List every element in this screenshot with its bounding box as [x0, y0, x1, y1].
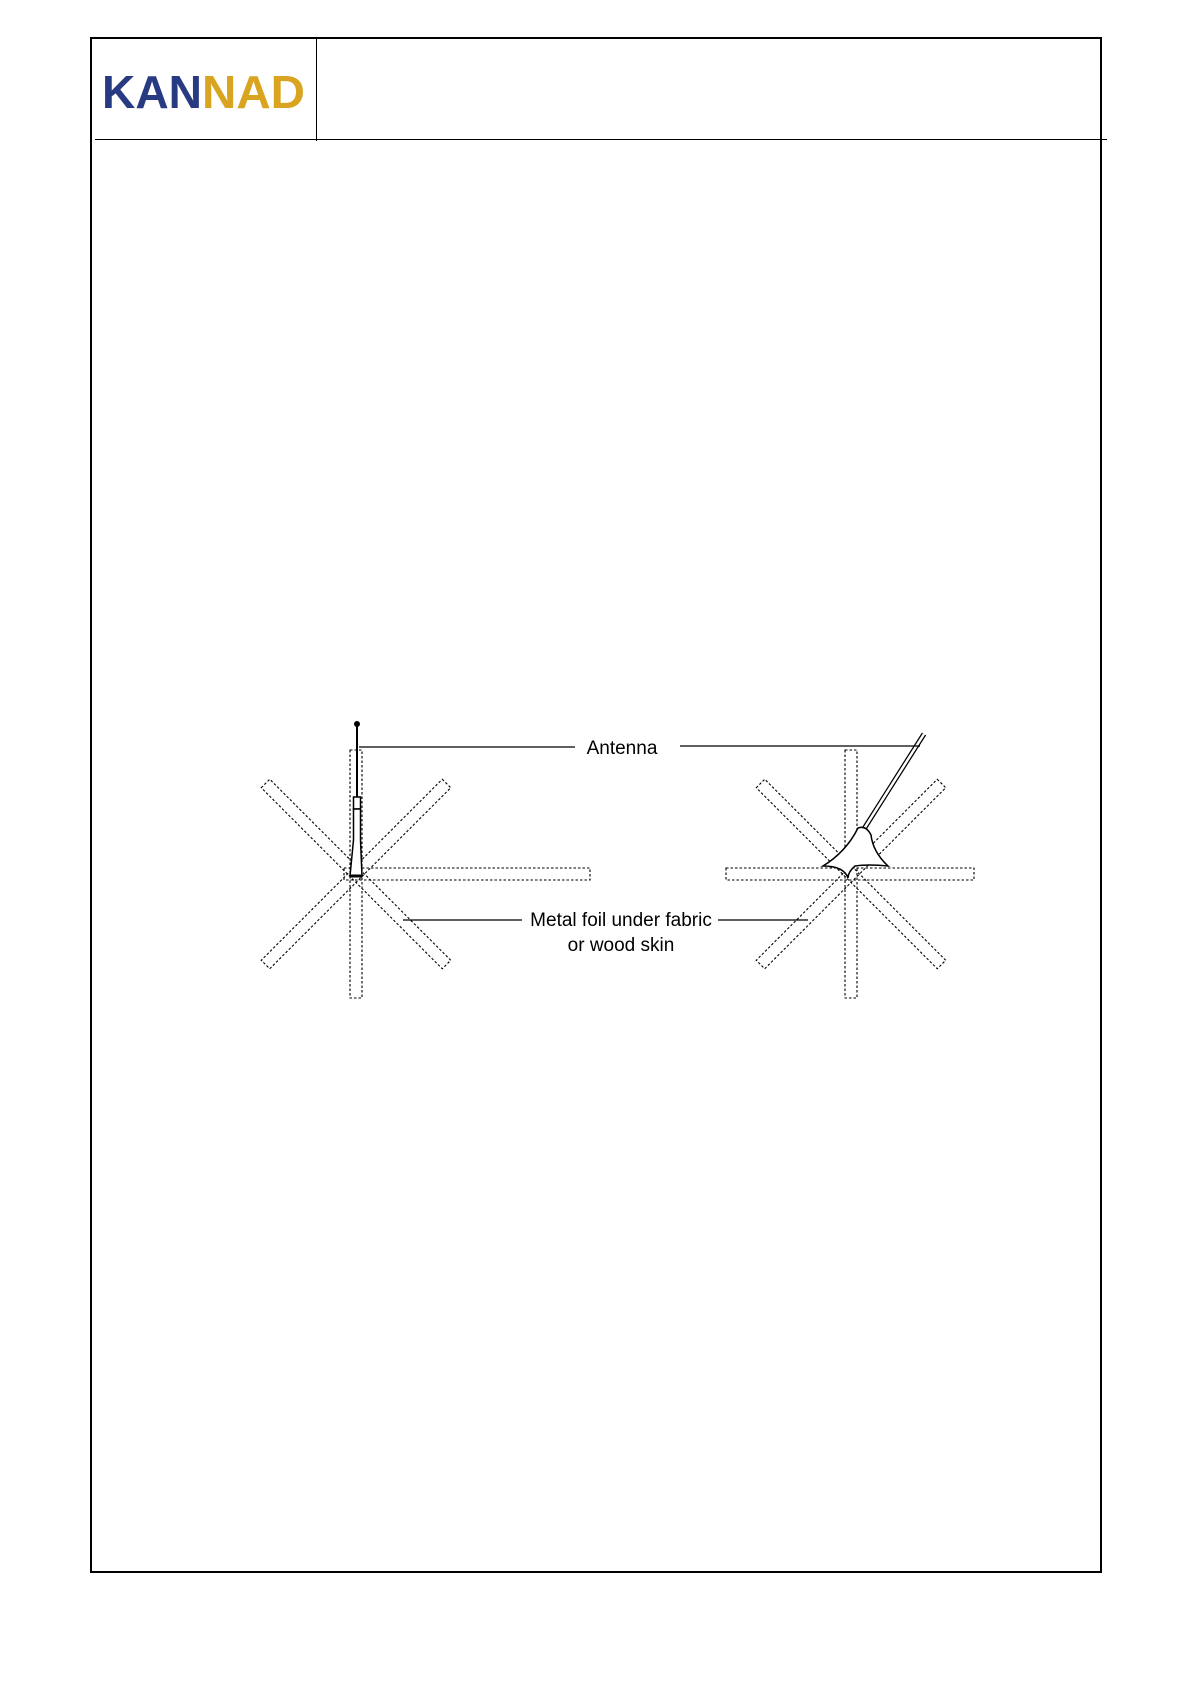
foil-label-line1: Metal foil under fabric: [530, 910, 712, 931]
right-foil-star: [726, 750, 974, 998]
foil-strip: [344, 868, 590, 880]
foil-strip: [756, 779, 946, 969]
foil-label-line2: or wood skin: [567, 935, 675, 956]
logo-text-gold: NAD: [202, 70, 305, 114]
foil-strip: [756, 779, 946, 969]
antenna-label: Antenna: [586, 738, 658, 759]
left-foil-star: [261, 750, 590, 998]
logo-text-dark: KAN: [102, 70, 202, 114]
leader-lines: [359, 746, 920, 920]
right-antenna: [823, 734, 924, 878]
left-antenna: [350, 722, 362, 877]
